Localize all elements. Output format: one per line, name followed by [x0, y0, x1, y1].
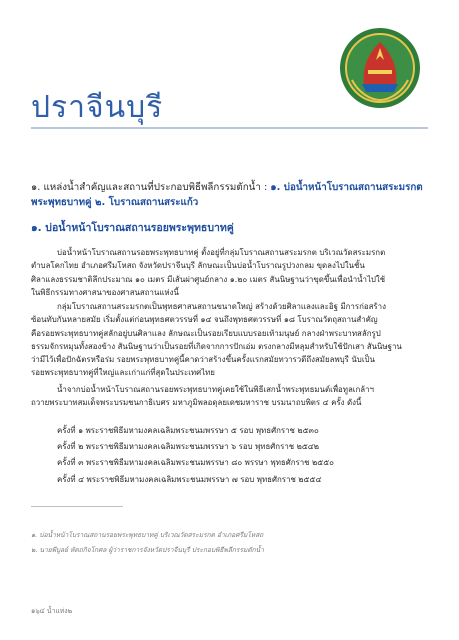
page-number: ๑๖๔ น้ำแห่ง๒: [31, 607, 73, 615]
page-title: ปราจีนบุรี: [31, 90, 164, 125]
ceremony-item: ครั้งที่ ๑ พระราชพิธีมหามงคลเฉลิมพระชนมพรรษา ๕ รอบ พุทธศักราช ๒๕๓๐: [57, 426, 319, 435]
section-heading: [31, 180, 428, 210]
section-title-line2: พระพุทธบาทคู่ ๒. โบราณสถานสระแก้ว: [31, 197, 199, 208]
ceremony-item: ครั้งที่ ๔ พระราชพิธีมหามงคลเฉลิมพระชนมพรรษา ๗ รอบ พุทธศักราช ๒๕๕๔: [57, 474, 322, 484]
footnote: ๑. บ่อน้ำหน้าโบราณสถานรอยพระพุทธบาทคู่ บริเวณวัดสระมรกต อำเภอศรีมโหสถ: [31, 531, 264, 539]
footnote: ๒. นายพีบูลย์ หัตถกิจโกศล ผู้ว่าราชการจังหวัดปราจีนบุรี ประกอบพิธีพลีกรรมตักน้ำ: [31, 546, 264, 554]
ceremony-item: ครั้งที่ ๒ พระราชพิธีมหามงคลเฉลิมพระชนมพรรษา ๖ รอบ พุทธศักราช ๒๕๔๒: [57, 442, 319, 452]
section-title-highlight: ๑. บ่อน้ำหน้าโบราณสถานสระมรกต: [270, 182, 423, 193]
paragraph: น้ำจากบ่อน้ำหน้าโบราณสถานรอยพระพุทธบาทคู่เคยใช้ในพิธีเสกน้ำพระพุทธมนต์เพื่อทูลเกล้าฯ ถวายพระบาทสมเด็จพระบรมชนกาธิเบศร มหาภูมิพลอดุลยเดชมหาราช บรมนาถบพิตร ๔ ครั้ง ดังนี้: [31, 385, 374, 408]
ceremony-list: [57, 423, 334, 488]
footnotes: [31, 528, 264, 558]
section-title-plain: แหล่งน้ำสำคัญและสถานที่ประกอบพิธีพลีกรรมตักน้ำ :: [43, 182, 268, 193]
paragraph: บ่อน้ำหน้าโบราณสถานรอยพระพุทธบาทคู่ ตั้งอยู่ที่กลุ่มโบราณสถานสระมรกต บริเวณวัดสระมรกต ตำบลโคกไทย อำเภอศรีมโหสถ จังหวัดปราจีนบุรี ลักษณะเป็นบ่อน้ำโบราณรูปวงกลม ขุดลงไปในชั้น ศิลาแลงธรรมชาติลึกประมาณ ๑๐ เมตร มีเส้นผ่าศูนย์กลาง ๑.๒๐ เมตร สันนิษฐานว่าขุดขึ้นเพื่อนำน้ำไปใช้ ในพิธีกรรมทางศาสนาของศาสนสถานแห่งนี้: [31, 248, 386, 297]
footnote-divider: [31, 506, 123, 507]
province-seal-icon: [338, 26, 422, 110]
subsection-heading: ๑. บ่อน้ำหน้าโบราณสถานรอยพระพุทธบาทคู่: [31, 222, 234, 234]
ceremony-item: ครั้งที่ ๓ พระราชพิธีมหามงคลเฉลิมพระชนมพรรษา ๘๐ พรรษา พุทธศักราช ๒๕๕๐: [57, 458, 334, 468]
section-number: ๑.: [31, 182, 41, 193]
paragraph: กลุ่มโบราณสถานสระมรกตเป็นพุทธศาสนสถานขนาดใหญ่ สร้างด้วยศิลาแลงและอิฐ มีการก่อสร้าง ซ้อนทับกันหลายสมัย เริ่มตั้งแต่ก่อนพุทธศตวรรษที่ ๑๔ จนถึงพุทธศตวรรษที่ ๑๘ โบราณวัตถุสถานสำคัญ คือรอยพระพุทธบาทคู่สลักอยู่บนศิลาแลง ลักษณะเป็นรอยเรียบแบบรอยเท้ามนุษย์ กลางฝ่าพระบาทสลักรูป ธรรมจักรหมุนทั้งสองข้าง สันนิษฐานว่าเป็นรอยที่เกิดจากการปักเอ่ม ตรงกลางมีหลุมสำหรับใช้ปักเสา สันนิษฐาน ว่ามีไว้เพื่อปักฉัตรหรือร่ม รอยพระพุทธบาทคู่นี้คาดว่าสร้างขึ้นครั้งแรกสมัยทวารวดีถึงสมัยลพบุรี นับเป็น รอยพระพุทธบาทคู่ที่ใหญ่และเก่าแก่ที่สุดในประเทศไทย: [31, 302, 402, 378]
title-divider: [31, 127, 428, 129]
